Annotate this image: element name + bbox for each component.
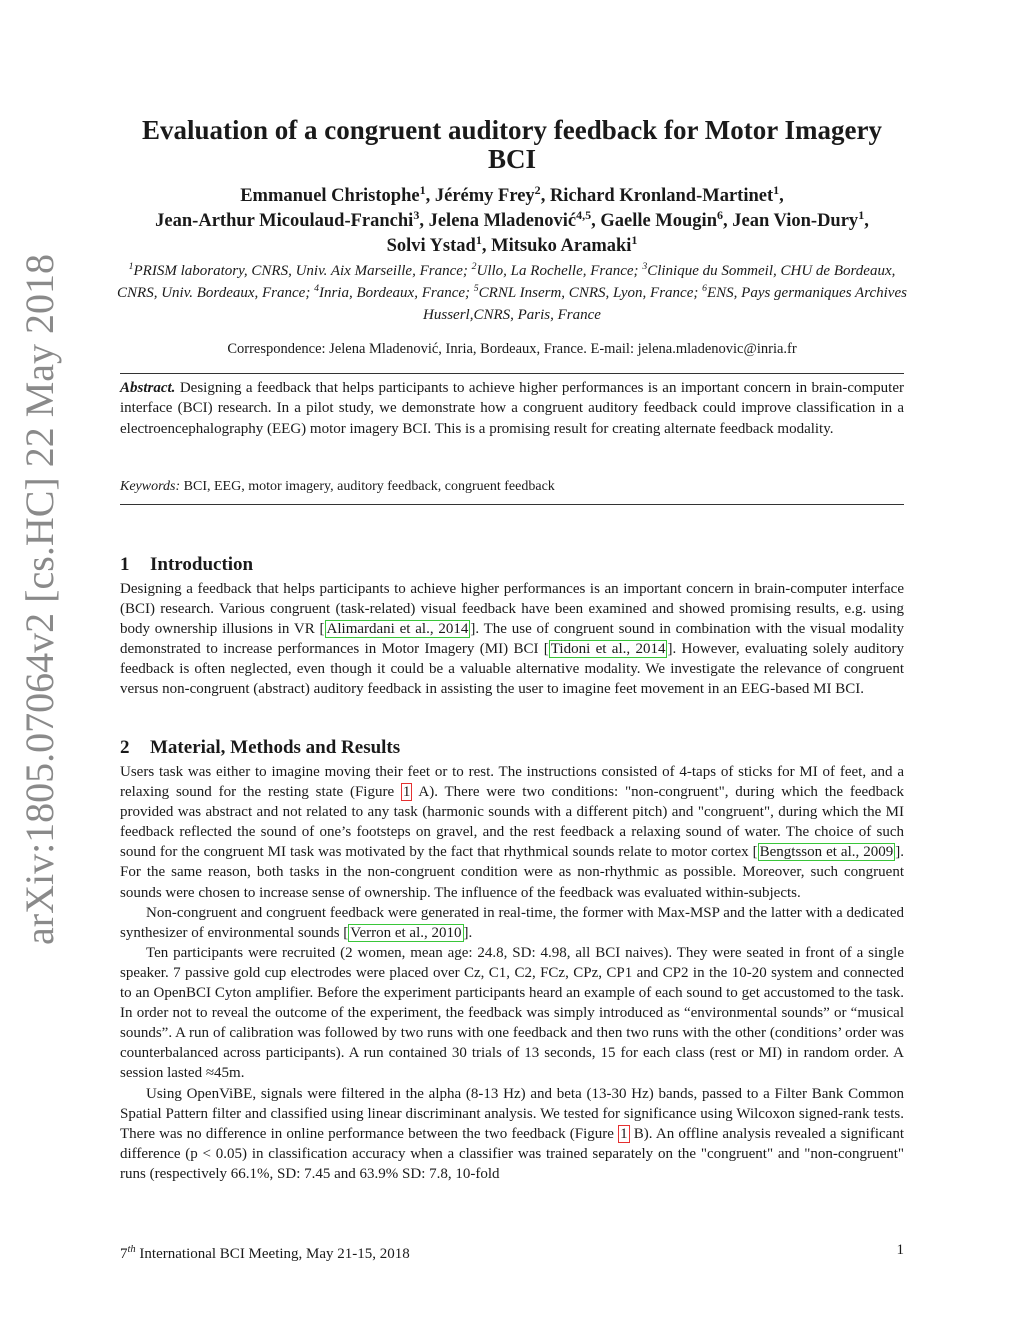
footer-ordinal-suffix: th	[127, 1244, 136, 1255]
abstract-label: Abstract.	[120, 380, 176, 396]
section-body-introduction	[120, 579, 904, 700]
author-affiliation-mark: 1	[631, 232, 638, 247]
author-name: Jean Vion-Dury	[732, 211, 859, 231]
body-text: B). An offline analysis revealed a significant difference (p < 0.05) in classification accuracy when a classifier was trained separately on the "congruent" and "non-congruent" runs (respectively 66.1%, SD: 7.45 and 63.9% SD: 7.8, 10-fold	[120, 1125, 904, 1182]
author-affiliation-mark: 2	[534, 182, 541, 197]
paper-title: Evaluation of a congruent auditory feedback for Motor Imagery BCI	[142, 115, 882, 174]
body-text: ]. The use of congruent sound in combination with the visual modality demonstrated to increase performances in Motor Imagery (MI) BCI [	[120, 621, 904, 658]
author-affiliation-mark: 1	[475, 232, 482, 247]
affiliation-list	[110, 260, 914, 326]
section-number: 1	[120, 554, 130, 575]
section-heading-introduction	[120, 554, 904, 576]
abstract	[120, 378, 904, 439]
abstract-text: Designing a feedback that helps participants to achieve higher performances is an important concern in brain-computer interface (BCI) research. In a pilot study, we demonstrate how a congruent auditory feedback could improve classification in a electroencephalography (EEG) motor imagery BCI. This is a promising result for creating alternate feedback modality.	[120, 380, 904, 437]
author-affiliation-mark: 1	[419, 182, 426, 197]
affiliation-text: PRISM laboratory, CNRS, Univ. Aix Marseille, France;	[133, 263, 468, 279]
keywords-label: Keywords:	[120, 479, 181, 494]
author-name: Jean-Arthur Micoulaud-Franchi	[155, 211, 414, 231]
author-name: Mitsuko Aramaki	[491, 236, 632, 256]
author-name: Richard Kronland-Martinet	[549, 186, 774, 206]
paragraph	[120, 903, 904, 943]
affiliation-number: 1	[128, 261, 134, 272]
author-list: Emmanuel Christophe$^1$, Jérémy Frey$^2$, Richard Kronland-Martinet$^1$, Jean-Arthur Micoulaud-Franchi$^3$, Jelena Mladenović$^{4,5}$, Gaelle Mougin$^6$, Jean Vion-Dury$^1$, Solvi Ystad$^1$, Mitsuko Aramaki$^1$	[155, 182, 869, 256]
affiliation-number: 5	[473, 283, 479, 294]
author-name: Solvi Ystad	[386, 236, 476, 256]
keywords-text: BCI, EEG, motor imagery, auditory feedback, congruent feedback	[183, 479, 555, 494]
author-name: Jelena Mladenović	[428, 211, 577, 231]
section-title: Material, Methods and Results	[150, 737, 401, 758]
citation-link[interactable]: Tidoni et al., 2014	[550, 641, 666, 658]
correspondence: Correspondence: Jelena Mladenović, Inria, Bordeaux, France. E-mail: jelena.mladenovic@inria.fr	[227, 341, 797, 357]
affiliation-text: Inria, Bordeaux, France;	[318, 285, 471, 301]
figure-reference-link[interactable]: 1	[402, 784, 411, 801]
arxiv-identifier: arXiv:1805.07064v2 [cs.HC] 22 May 2018	[17, 253, 62, 945]
body-text: Ten participants were recruited (2 women, mean age: 24.8, SD: 4.98, all BCI naives). They were seated in front of a single speaker. 7 passive gold cup electrodes were placed over Cz, C1, C2, FCz, CPz, CP1 and CP2 in the 10-20 system and connected to an OpenBCI Cyton amplifier. Before the experiment participants heard an example of each sound to get accustomed to the task. In order not to reveal the outcome of the experiment, the feedback was simply introduced as “environmental sounds” or “musical sounds”. A run of calibration was followed by two runs with one feedback and then two runs with the other (conditions’ order was counterbalanced across participants). A run contained 30 trials of 13 seconds, 15 for each class (rest or MI) in random order. A session lasted ≈45m.	[120, 944, 904, 1082]
abstract-top-rule	[120, 373, 904, 374]
author-affiliation-mark: 1	[858, 207, 865, 222]
section-title: Introduction	[150, 554, 254, 575]
paragraph	[120, 1084, 904, 1184]
figure-reference-link[interactable]: 1	[620, 1125, 628, 1142]
section-number: 2	[120, 737, 130, 758]
citation-link[interactable]: Verron et al., 2010	[350, 924, 462, 941]
body-text: Users task was either to imagine moving their feet or to rest. The instructions consisted of 4-taps of sticks for MI of feet, and a relaxing sound for the resting state (Figure	[120, 764, 904, 801]
author-name: Emmanuel Christophe	[240, 186, 420, 206]
affiliation-number: 6	[702, 283, 707, 294]
paragraph	[120, 579, 904, 700]
abstract-bottom-rule	[120, 504, 904, 505]
affiliation-number: 3	[642, 261, 648, 272]
author-affiliation-mark: 4,5	[576, 207, 592, 222]
citation-link[interactable]: Alimardani et al., 2014	[326, 621, 469, 638]
author-affiliation-mark: 6	[717, 207, 724, 222]
body-text: ]. For the same reason, both tasks in the non-congruent condition were as non-rhythmic as possible. Moreover, such congruent sounds were chosen to increase sense of ownership. The influence of the feedback was evaluated within-subjects.	[120, 844, 905, 901]
author-name: Gaelle Mougin	[600, 211, 717, 231]
affiliation-text: ENS, Pays germaniques Archives Husserl,CNRS, Paris, France	[423, 285, 907, 323]
page-number: 1	[896, 1242, 904, 1258]
affiliation-number: 4	[314, 283, 319, 294]
section-body-methods	[120, 762, 904, 1184]
body-text: Non-congruent and congruent feedback were generated in real-time, the former with Max-MSP and the latter with a dedicated synthesizer of environmental sounds [	[120, 904, 904, 941]
body-text: ].	[463, 924, 473, 941]
body-text: ]. However, evaluating solely auditory feedback is often neglected, even though it could be a valuable alternative modality. We investigate the relevance of congruent versus non-congruent (abstract) auditory feedback in assisting the user to imagine feet movement in an EEG-based MI BCI.	[120, 641, 904, 698]
footer-venue	[120, 1240, 410, 1264]
footer-ordinal: 7	[120, 1246, 128, 1262]
section-heading-methods	[120, 737, 904, 759]
body-text: A). There were two conditions: "non-congruent", during which the feedback provided was abstract and not related to any task (harmonic sounds with a different pitch) and "congruent", during which the MI feedback reflected the sound of one’s footsteps on gravel, and the rest feedback a relaxing sound of water. The choice of such sound for the congruent MI task was motivated by the fact that rhythmical sounds relate to motor cortex [	[120, 784, 904, 861]
affiliation-text: Ullo, La Rochelle, France;	[476, 263, 639, 279]
body-text: Using OpenViBE, signals were filtered in the alpha (8-13 Hz) and beta (13-30 Hz) bands, passed to a Filter Bank Common Spatial Pattern filter and classified using linear discriminant analysis. We tested for significance using Wilcoxon signed-rank tests. There was no difference in online performance between the two feedback (Figure	[120, 1085, 904, 1142]
author-name: Jérémy Frey	[434, 186, 535, 206]
body-text: Designing a feedback that helps participants to achieve higher performances is an important concern in brain-computer interface (BCI) research. Various congruent (task-related) visual feedback have been examined and showed promising results, e.g. using body ownership illusions in VR [	[120, 581, 904, 638]
affiliation-text: CRNL Inserm, CNRS, Lyon, France;	[478, 285, 699, 301]
paragraph	[120, 943, 904, 1084]
citation-link[interactable]: Bengtsson et al., 2009	[759, 844, 894, 861]
footer-text: International BCI Meeting, May 21-15, 2018	[139, 1246, 410, 1262]
paragraph	[120, 762, 904, 903]
keywords	[120, 478, 904, 496]
author-affiliation-mark: 1	[773, 182, 780, 197]
author-affiliation-mark: 3	[413, 207, 420, 222]
affiliation-text: Clinique du Sommeil, CHU de Bordeaux, CNRS, Univ. Bordeaux, France;	[117, 263, 896, 301]
affiliation-number: 2	[471, 261, 477, 272]
